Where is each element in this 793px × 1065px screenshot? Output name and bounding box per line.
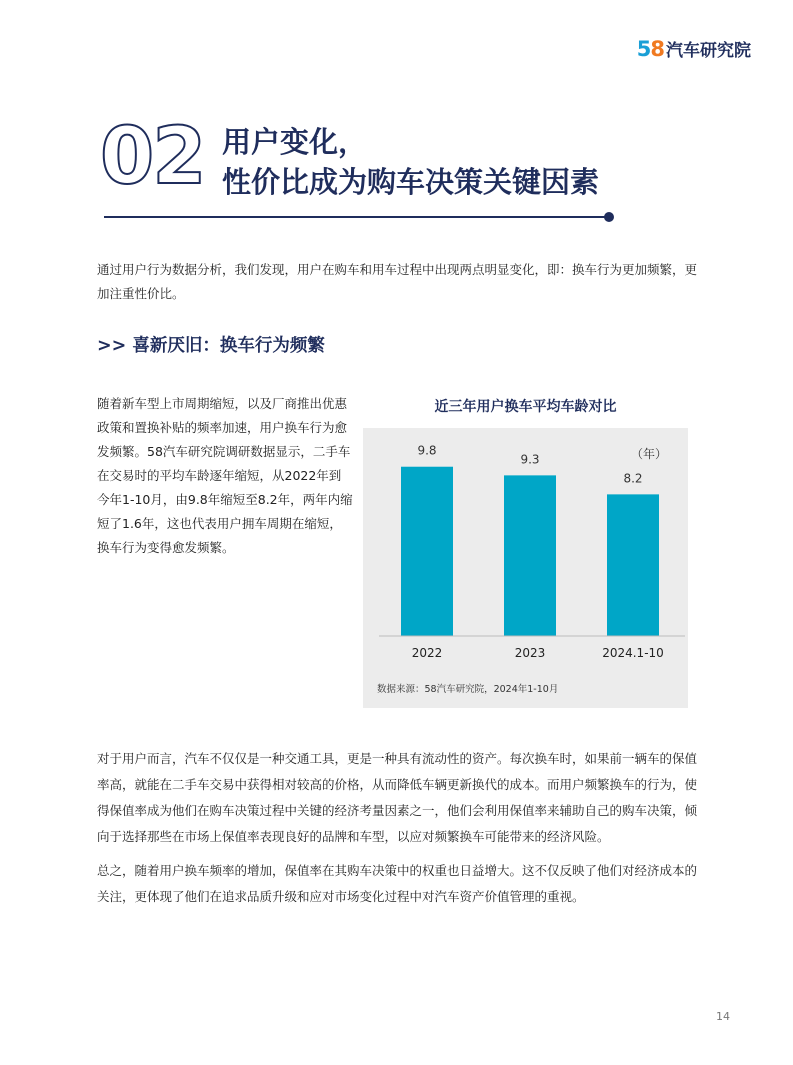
- side-paragraph: 随着新车型上市周期缩短，以及厂商推出优惠政策和置换补贴的频率加速，用户换车行为愈发频繁。58汽车研究院调研数据显示，二手车在交易时的平均车龄逐年缩短，从2022年到今年1-10月，由9.8年缩短至8.2年，两年内缩短了1.6年，这也代表用户拥车周期在缩短，换车行为变得愈发频繁。: [97, 396, 353, 555]
- section-title-line1: 用户变化，: [222, 125, 368, 159]
- chart-source: 数据来源：58汽车研究院，2024年1-10月: [377, 684, 559, 695]
- bar-2023: [504, 475, 556, 636]
- section-title: [222, 122, 599, 202]
- subheading: >> 喜新厌旧：换车行为频繁: [97, 336, 325, 356]
- title-divider: [104, 216, 608, 218]
- intro-paragraph: 通过用户行为数据分析，我们发现，用户在购车和用车过程中出现两点明显变化，即：换车行为更加频繁，更加注重性价比。: [97, 262, 698, 301]
- title-divider-dot: [604, 212, 614, 222]
- chart-panel: [363, 428, 688, 708]
- bar-2022: [401, 467, 453, 636]
- section-title-line2: 性价比成为购车决策关键因素: [222, 165, 600, 199]
- data-label-2022: 9.8: [417, 443, 437, 458]
- section-number: 02: [100, 112, 205, 202]
- brand-logo: [637, 36, 751, 61]
- body-paragraph-1: 对于用户而言，汽车不仅仅是一种交通工具，更是一种具有流动性的资产。每次换车时，如果前一辆车的保值率高，就能在二手车交易中获得相对较高的价格，从而降低车辆更新换代的成本。而用户频繁换车的行为，使得保值率成为他们在购车决策过程中关键的经济考量因素之一，他们会利用保值率来辅助自己的购车决策，倾向于选择那些在市场上保值率表现良好的品牌和车型，以应对频繁换车可能带来的经济风险。: [97, 751, 698, 844]
- chart-unit-label: （年）: [630, 447, 668, 461]
- x-tick-2024.1-10: 2024.1-10: [602, 646, 664, 660]
- body-paragraph-2: 总之，随着用户换车频率的增加，保值率在其购车决策中的权重也日益增大。这不仅反映了他们对经济成本的关注，更体现了他们在追求品质升级和应对市场变化过程中对汽车资产价值管理的重视。: [97, 863, 698, 904]
- x-tick-2022: 2022: [411, 646, 443, 660]
- logo-number: 58: [636, 37, 664, 61]
- data-label-2023: 9.3: [520, 452, 540, 467]
- bar-2024.1-10: [607, 494, 659, 636]
- chart-title: 近三年用户换车平均车龄对比: [434, 399, 617, 415]
- bar-chart: [363, 428, 688, 708]
- data-label-2024.1-10: 8.2: [623, 471, 643, 486]
- logo-text: 汽车研究院: [666, 41, 751, 61]
- page-number: 14: [716, 1010, 730, 1023]
- x-tick-2023: 2023: [514, 646, 546, 660]
